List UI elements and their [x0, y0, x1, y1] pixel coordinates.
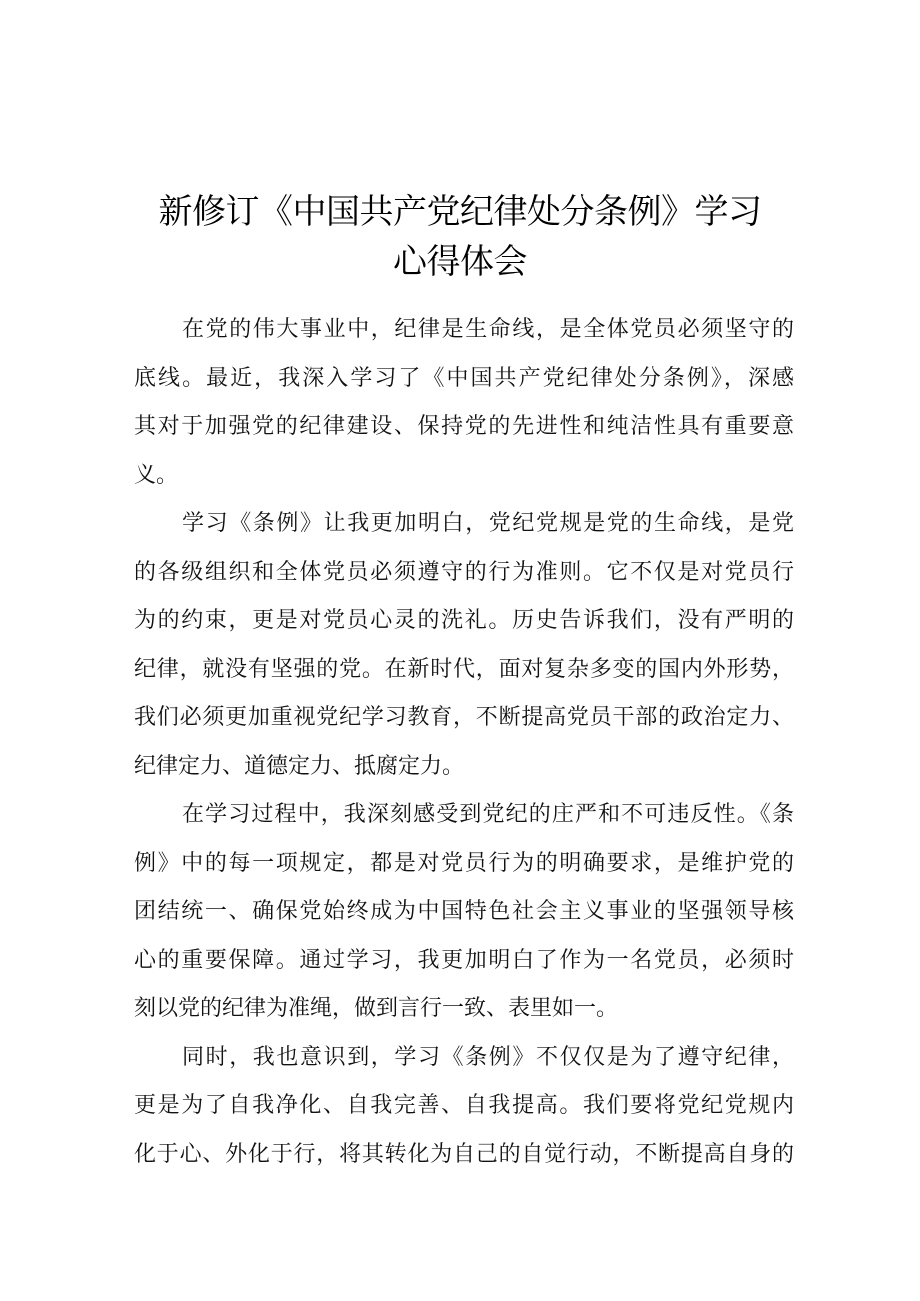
title-line-1: 新修订《中国共产党纪律处分条例》学习 — [158, 191, 762, 232]
paragraph-3-line-4: 心的重要保障。通过学习，我更加明白了作为一名党员，必须时 — [134, 947, 794, 973]
paragraph-4-line-1: 同时，我也意识到，学习《条例》不仅仅是为了遵守纪律， — [182, 1044, 794, 1070]
paragraph-2-line-5: 我们必须更加重视党纪学习教育，不断提高党员干部的政治定力、 — [134, 705, 794, 730]
paragraph-2-line-1: 学习《条例》让我更加明白，党纪党规是党的生命线，是党 — [182, 511, 794, 536]
document-title — [120, 187, 800, 287]
paragraph-3-line-2: 例》中的每一项规定，都是对党员行为的明确要求，是维护党的 — [134, 850, 794, 876]
paragraph-2-line-2: 的各级组织和全体党员必须遵守的行为准则。它不仅是对党员行 — [134, 559, 794, 585]
title-line-2: 心得体会 — [393, 241, 527, 282]
paragraph-2-line-4: 纪律，就没有坚强的党。在新时代，面对复杂多变的国内外形势， — [134, 656, 794, 682]
paragraph-2-line-6: 纪律定力、道德定力、抵腐定力。 — [134, 753, 465, 779]
paragraph-1-line-3: 其对于加强党的纪律建设、保持党的先进性和纯洁性具有重要意 — [134, 414, 794, 439]
paragraph-1-line-1: 在党的伟大事业中，纪律是生命线，是全体党员必须坚守的 — [182, 317, 794, 342]
paragraph-1-line-4: 义。 — [134, 462, 179, 488]
paragraph-2-line-3: 为的约束，更是对党员心灵的洗礼。历史告诉我们，没有严明的 — [134, 608, 794, 633]
paragraph-3-line-3: 团结统一、确保党始终成为中国特色社会主义事业的坚强领导核 — [134, 899, 794, 924]
paragraph-3-line-5: 刻以党的纪律为准绳，做到言行一致、表里如一。 — [134, 996, 619, 1021]
paragraph-3-line-1: 在学习过程中，我深刻感受到党纪的庄严和不可违反性。《条 — [182, 802, 794, 827]
paragraph-4-line-2: 更是为了自我净化、自我完善、自我提高。我们要将党纪党规内 — [134, 1093, 794, 1118]
paragraph-4-line-3: 化于心、外化于行，将其转化为自己的自觉行动，不断提高自身的 — [134, 1141, 794, 1167]
paragraph-1-line-2: 底线。最近，我深入学习了《中国共产党纪律处分条例》，深感 — [134, 365, 794, 391]
document-body — [134, 306, 794, 1179]
